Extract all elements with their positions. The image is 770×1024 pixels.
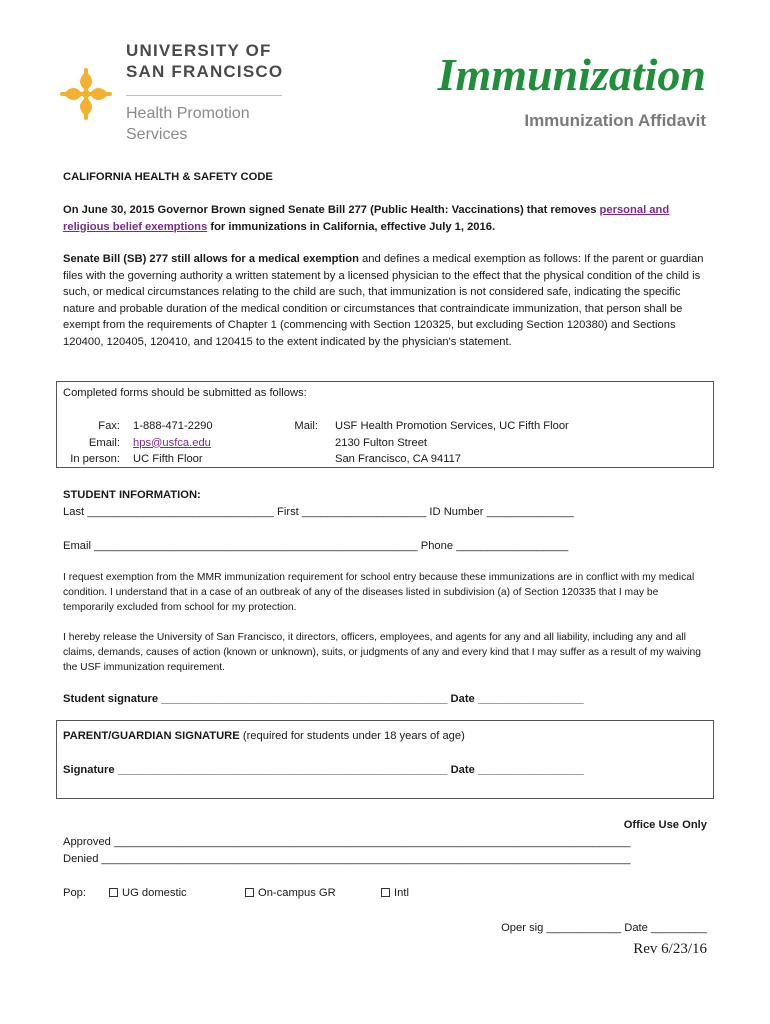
submission-heading: Completed forms should be submitted as follows:	[63, 387, 307, 399]
usf-cross-logo-icon	[58, 66, 114, 122]
option-intl[interactable]	[381, 885, 461, 902]
oper-sig-field[interactable]: Oper sig ____________ Date _________	[501, 922, 707, 934]
dept-line2: Services	[126, 126, 188, 143]
email-phone-fields[interactable]: Email ____________________________________________________ Phone __________________	[63, 540, 569, 552]
exemptions-link[interactable]: personal and religious belief exemptions	[63, 204, 670, 233]
intl-label: Intl	[394, 887, 409, 899]
on-campus-gr-checkbox[interactable]	[245, 888, 254, 897]
release-statement: I hereby release the University of San Francisco, it directors, officers, employees, and agents for any and all liability, including any and all claims, demands, causes of action (known or unknown), suits, or judgments of any and every kind that I may suffer as a result of my waiving the USF immunization requirement.	[63, 632, 701, 673]
email-label: Email:	[88, 436, 120, 449]
parent-heading	[63, 728, 709, 745]
in-person-value: UC Fifth Floor	[133, 453, 203, 465]
page-subtitle: Immunization Affidavit	[524, 111, 706, 130]
dept-line1: Health Promotion	[126, 105, 250, 122]
on-campus-gr-label: On-campus GR	[258, 887, 336, 899]
p2-rest-text: and defines a medical exemption as follows: If the parent or guardian files with the governing authority a written statement by a licensed physician to the effect that the physical condition of the child is such, or medical circumstances relating to the child are such, that immunization is not considered safe, indicating the specific nature and probable duration of the medical condition or circumstances that contraindicate immunization, that person shall be exempt from the requirements of Chapter 1 (commencing with Section 120325, but excluding Section 120380) and Sections 120400, 120405, 120410, and 120415 to the extent indicated by the physician's statement.	[63, 253, 704, 348]
mail-line-1: USF Health Promotion Services, UC Fifth Floor	[335, 420, 569, 432]
approved-field[interactable]: Approved ___________________________________________________________________________________	[63, 836, 631, 848]
parent-heading-note: (required for students under 18 years of age)	[239, 730, 465, 742]
ug-domestic-label: UG domestic	[122, 887, 187, 899]
intl-checkbox[interactable]	[381, 888, 390, 897]
p1-text-after: for immunizations in California, effective July 1, 2016.	[207, 220, 496, 233]
org-line1: UNIVERSITY OF	[126, 41, 272, 60]
ug-domestic-checkbox[interactable]	[109, 888, 118, 897]
student-signature-field[interactable]: Student signature ______________________________________________ Date _________________	[63, 693, 584, 705]
denied-field[interactable]: Denied _____________________________________________________________________________________	[63, 853, 631, 865]
logo-divider	[126, 95, 282, 96]
pop-label: Pop:	[63, 887, 87, 899]
parent-heading-bold: PARENT/GUARDIAN SIGNATURE	[63, 730, 240, 742]
name-id-fields[interactable]: Last ______________________________ First ____________________ ID Number ______________	[63, 506, 574, 518]
student-info-heading: STUDENT INFORMATION:	[63, 489, 201, 501]
contact-labels	[64, 418, 120, 468]
contact-values	[133, 418, 283, 468]
fax-label: Fax:	[98, 420, 120, 432]
intro-paragraph-2	[63, 251, 709, 350]
page-title: Immunization	[437, 49, 706, 100]
mail-line-3: San Francisco, CA 94117	[335, 453, 462, 465]
p1-text-before: On June 30, 2015 Governor Brown signed Senate Bill 277 (Public Health: Vaccinations) that removes	[63, 204, 600, 216]
p2-bold-text: Senate Bill (SB) 277 still allows for a medical exemption	[63, 253, 359, 265]
mail-label: Mail:	[294, 420, 318, 432]
department-name	[126, 103, 250, 145]
mail-address	[335, 418, 635, 468]
option-ug-domestic[interactable]	[109, 885, 229, 902]
code-heading: CALIFORNIA HEALTH & SAFETY CODE	[63, 171, 273, 183]
option-on-campus-gr[interactable]	[245, 885, 375, 902]
in-person-label: In person:	[70, 453, 120, 465]
fax-value: 1-888-471-2290	[133, 420, 213, 432]
email-link[interactable]: hps@usfca.edu	[133, 436, 211, 449]
exemption-statement: I request exemption from the MMR immunization requirement for school entry because these immunizations are in conflict with my medical condition. I understand that in a case of an outbreak of any of the diseases listed in subdivision (a) of Section 120335 that I may be temporarily excluded from school for my protection.	[63, 572, 695, 613]
org-name	[126, 40, 283, 82]
intro-paragraph-1	[63, 202, 709, 235]
office-use-heading: Office Use Only	[623, 819, 707, 831]
parent-signature-field[interactable]: Signature _____________________________________________________ Date _________________	[63, 764, 584, 776]
mail-line-2: 2130 Fulton Street	[335, 436, 428, 449]
org-line2: SAN FRANCISCO	[126, 62, 284, 81]
revision-date: Rev 6/23/16	[633, 941, 707, 957]
